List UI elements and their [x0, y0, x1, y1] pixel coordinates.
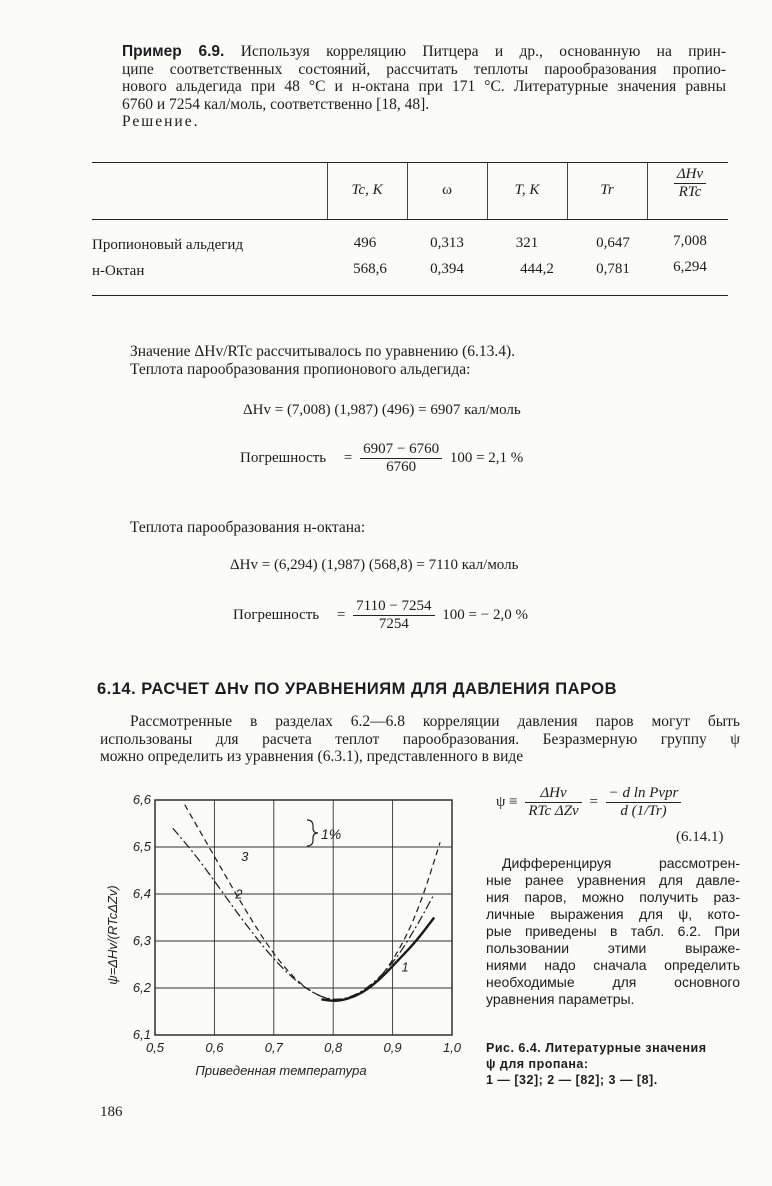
plot-frame	[155, 800, 452, 1035]
col-divider	[647, 163, 648, 219]
eq2-denominator: 6760	[386, 459, 417, 475]
x-tick-label: 1,0	[442, 1040, 462, 1055]
side-text-line: необходимые для основного	[486, 974, 740, 990]
series-label: 3	[241, 849, 249, 865]
cell-t: 321	[515, 235, 539, 251]
caption-line-2: ψ для пропана:	[486, 1057, 589, 1071]
section-title: 6.14. РАСЧЕТ ΔHv ПО УРАВНЕНИЯМ ДЛЯ ДАВЛЕНИЯ ПАРОВ	[97, 680, 618, 698]
frac2-den: d (1/Tr)	[620, 803, 667, 819]
chart-grid	[155, 800, 452, 1035]
equation-6-14-1	[496, 785, 685, 820]
chart-annotation: 1%	[321, 826, 342, 842]
chart-ylabel: ψ=ΔHv/(RTcΔZv)	[105, 885, 120, 985]
side-text-line: ния паров, можно получить раз-	[486, 889, 740, 905]
header-t: T, К	[514, 182, 540, 198]
cell-tc: 496	[353, 235, 377, 251]
header-dh-den: RTc	[678, 184, 702, 200]
example-paragraph	[122, 43, 726, 131]
example-line-2: ципе соответственных состояний, рассчитать теплоты парообразования пропио-	[122, 60, 726, 78]
header-dh-frac	[650, 166, 730, 201]
series-line-2	[173, 828, 434, 999]
side-text-line: уравнения параметры.	[486, 991, 635, 1007]
eq4-tail: 100 = − 2,0 %	[442, 606, 528, 623]
side-text-line: ные ранее уравнения для давле-	[486, 872, 740, 888]
series-label: 2	[235, 886, 243, 902]
cell-omega: 0,313	[430, 235, 464, 251]
series-label: 1	[401, 959, 409, 975]
x-tick-label: 0,6	[205, 1040, 224, 1055]
equation-3: ΔHv = (6,294) (1,987) (568,8) = 7110 кал/моль	[230, 557, 519, 573]
y-tick-label: 6,4	[132, 886, 151, 901]
header-tc: Tc, К	[351, 182, 383, 198]
equation-1: ΔHv = (7,008) (1,987) (496) = 6907 кал/моль	[243, 402, 521, 418]
note-1: Значение ΔHv/RTc рассчитывалось по уравнению (6.13.4).	[130, 343, 516, 360]
note-2: Теплота парообразования пропионового альдегида:	[130, 361, 471, 378]
psi-symbol: ψ ≡	[496, 793, 518, 810]
section-paragraph	[100, 713, 740, 766]
header-tr: Tr	[600, 182, 614, 198]
side-text-line: Дифференцируя рассмотрен-	[502, 855, 740, 871]
equation-number: (6.14.1)	[676, 829, 724, 845]
x-tick-label: 0,7	[264, 1040, 283, 1055]
error-label: Погрешность	[233, 606, 320, 623]
eq2-numerator: 6907 − 6760	[360, 441, 442, 459]
row-name: н-Октан	[92, 263, 145, 279]
cell-tc: 568,6	[353, 261, 387, 277]
frac1-den: RTc ΔZv	[528, 803, 579, 819]
row-name: Пропионовый альдегид	[92, 237, 244, 253]
brace-icon	[307, 820, 318, 846]
example-line-4: 6760 и 7254 кал/моль, соответственно [18, 48].	[122, 95, 430, 113]
side-text	[486, 855, 740, 1008]
x-tick-label: 0,5	[145, 1040, 165, 1055]
eq4-numerator: 7110 − 7254	[353, 598, 434, 616]
solution-label: Решение.	[122, 113, 200, 130]
y-tick-label: 6,2	[132, 980, 151, 995]
side-text-line: личные выражения для ψ, кото-	[486, 906, 740, 922]
cell-tr: 0,781	[596, 261, 630, 277]
table-header-rule	[92, 219, 728, 220]
y-tick-label: 6,3	[132, 933, 151, 948]
example-line-3: нового альдегида при 48 °С и н-октана при 171 °С. Литературные значения равны	[122, 78, 726, 95]
chart-series	[173, 805, 440, 1001]
x-tick-label: 0,9	[383, 1040, 402, 1055]
frac2-num: − d ln Pvpr	[606, 785, 682, 803]
cell-tr: 0,647	[596, 235, 630, 251]
side-text-line: рые приведены в табл. 6.2. При	[486, 923, 740, 939]
equation-2: Погрешность = $\frac{6907 - 6760}{6760}$ 100 = 2,1 %	[240, 441, 524, 475]
figure-caption	[486, 1040, 746, 1088]
eq2-tail: 100 = 2,1 %	[449, 449, 524, 466]
section-line-3: можно определить из уравнения (6.3.1), представленного в виде	[100, 748, 524, 765]
section-line-2: использованы для расчета теплот парообразования. Безразмерную группу ψ	[100, 730, 740, 748]
cell-t: 444,2	[520, 261, 554, 277]
cell-dh: 7,008	[673, 233, 707, 249]
x-tick-label: 0,8	[324, 1040, 343, 1055]
chart-xlabel: Приведенная температура	[195, 1063, 367, 1078]
example-label: Пример 6.9.	[122, 43, 225, 60]
y-tick-label: 6,5	[132, 839, 151, 854]
header-omega: ω	[442, 182, 452, 198]
side-text-line: ниями надо сначала определить	[486, 957, 740, 973]
page-number: 186	[100, 1104, 123, 1120]
header-dh-num: ΔHv	[674, 166, 706, 184]
caption-line-3: 1 — [32]; 2 — [82]; 3 — [8].	[486, 1073, 658, 1087]
y-tick-label: 6,1	[132, 1027, 151, 1042]
caption-line-1: Рис. 6.4. Литературные значения	[486, 1041, 707, 1055]
table-bottom-rule	[92, 295, 728, 296]
psi-chart	[95, 785, 475, 1095]
equals-sign: =	[589, 793, 598, 810]
equation-4: Погрешность = $\frac{7110 - 7254}{7254}$ 100 = − 2,0 %	[233, 598, 528, 632]
chart-ticks	[133, 792, 462, 1055]
eq4-denominator: 7254	[378, 616, 409, 632]
example-line-1: Используя корреляцию Питцера и др., основанную на прин-	[240, 43, 727, 60]
cell-dh: 6,294	[673, 259, 707, 275]
y-tick-label: 6,6	[132, 792, 151, 807]
note-3: Теплота парообразования н-октана:	[130, 519, 366, 536]
table-top-rule	[92, 162, 728, 163]
section-line-1: Рассмотренные в разделах 6.2—6.8 корреляции давления паров могут быть	[130, 713, 740, 730]
side-text-line: пользовании этими выраже-	[486, 940, 740, 956]
cell-omega: 0,394	[430, 261, 464, 277]
error-label: Погрешность	[240, 449, 327, 466]
frac1-num: ΔHv	[525, 785, 581, 803]
